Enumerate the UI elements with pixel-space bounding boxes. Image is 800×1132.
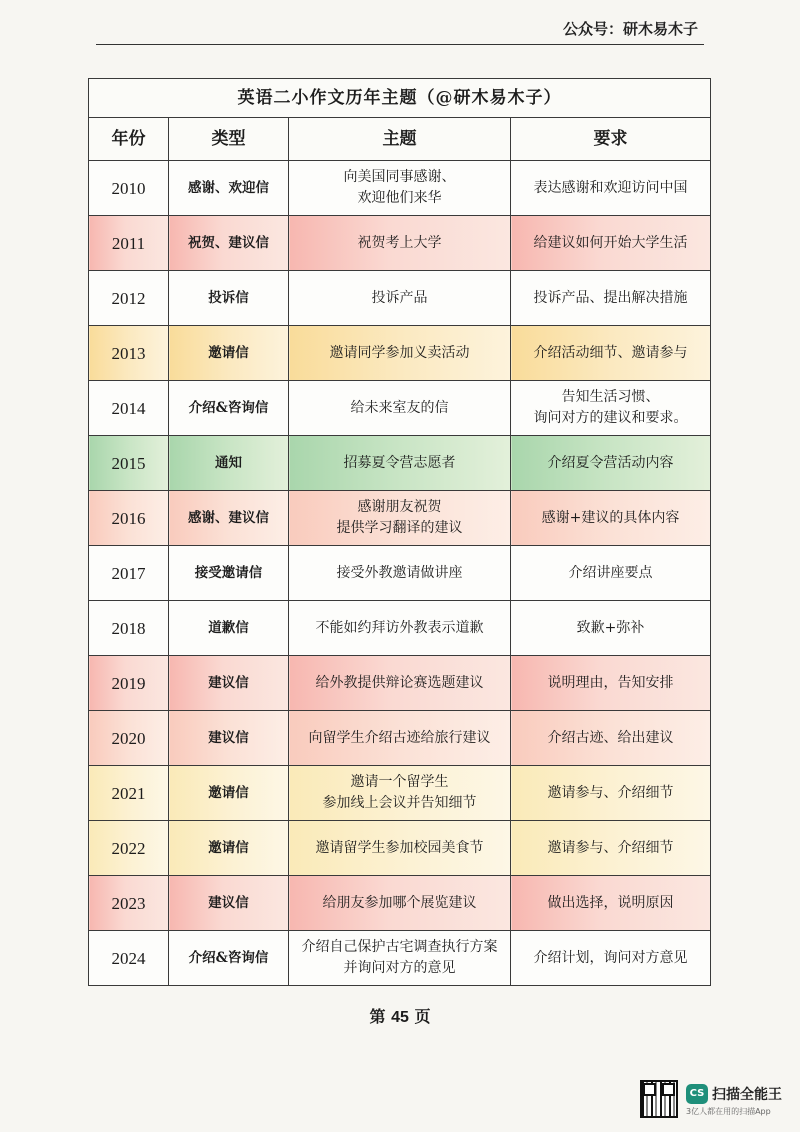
cell-year: 2023 bbox=[89, 876, 169, 931]
topic-line: 给外教提供辩论赛选题建议 bbox=[315, 674, 484, 691]
table-row bbox=[89, 656, 711, 711]
topic-line: 提供学习翻译的建议 bbox=[336, 520, 463, 536]
scanner-slogan: 3亿人都在用的扫描App bbox=[686, 1107, 771, 1116]
requirement-line: 致歉+弥补 bbox=[576, 619, 645, 636]
cell-requirement bbox=[511, 436, 711, 491]
table-row bbox=[89, 821, 711, 876]
cell-year: 2019 bbox=[89, 656, 169, 711]
cell-year: 2014 bbox=[89, 381, 169, 436]
topic-line: 邀请一个留学生 bbox=[350, 774, 449, 790]
requirement-line: 介绍计划，询问对方意见 bbox=[533, 949, 688, 966]
cell-year: 2020 bbox=[89, 711, 169, 766]
cell-requirement bbox=[511, 711, 711, 766]
page-number-value: 45 bbox=[391, 1009, 409, 1026]
cell-topic bbox=[289, 381, 511, 436]
column-header-type: 类型 bbox=[169, 118, 289, 161]
topic-line: 投诉产品 bbox=[371, 289, 428, 306]
topic-line: 祝贺考上大学 bbox=[357, 234, 442, 251]
cell-year: 2022 bbox=[89, 821, 169, 876]
cell-type: 介绍&咨询信 bbox=[169, 931, 289, 986]
table-row bbox=[89, 546, 711, 601]
topic-line: 给朋友参加哪个展览建议 bbox=[322, 894, 477, 911]
cell-requirement bbox=[511, 326, 711, 381]
scanner-brand: 扫描全能王 bbox=[712, 1087, 782, 1103]
qr-code-icon bbox=[640, 1080, 678, 1118]
requirement-line: 介绍讲座要点 bbox=[568, 564, 653, 581]
table-row bbox=[89, 491, 711, 546]
topic-line: 介绍自己保护古宅调查执行方案 bbox=[301, 939, 498, 955]
requirement-line: 邀请参与、介绍细节 bbox=[547, 839, 674, 856]
cell-requirement bbox=[511, 491, 711, 546]
topics-table-container bbox=[88, 78, 710, 986]
cell-type: 道歉信 bbox=[169, 601, 289, 656]
cell-type: 邀请信 bbox=[169, 821, 289, 876]
cell-topic bbox=[289, 931, 511, 986]
account-name: 公众号：研木易木子 bbox=[562, 20, 698, 38]
table-row bbox=[89, 271, 711, 326]
column-header-year: 年份 bbox=[89, 118, 169, 161]
page-number-suffix: 页 bbox=[414, 1007, 431, 1026]
topic-line: 不能如约拜访外教表示道歉 bbox=[315, 619, 484, 636]
cell-requirement bbox=[511, 656, 711, 711]
topic-line: 向美国同事感谢、 bbox=[343, 169, 456, 185]
table-row bbox=[89, 766, 711, 821]
cell-topic bbox=[289, 161, 511, 216]
cell-topic bbox=[289, 546, 511, 601]
cell-year: 2017 bbox=[89, 546, 169, 601]
requirement-line: 邀请参与、介绍细节 bbox=[547, 784, 674, 801]
cell-year: 2011 bbox=[89, 216, 169, 271]
cell-topic bbox=[289, 326, 511, 381]
cell-year: 2010 bbox=[89, 161, 169, 216]
cell-requirement bbox=[511, 546, 711, 601]
requirement-line: 给建议如何开始大学生活 bbox=[533, 234, 688, 251]
cell-topic bbox=[289, 436, 511, 491]
table-row bbox=[89, 161, 711, 216]
cell-requirement bbox=[511, 876, 711, 931]
cell-type: 建议信 bbox=[169, 876, 289, 931]
requirement-line: 说明理由，告知安排 bbox=[547, 674, 674, 691]
topic-line: 给未来室友的信 bbox=[350, 399, 449, 416]
requirement-line: 介绍古迹、给出建议 bbox=[547, 729, 674, 746]
topics-table bbox=[88, 78, 711, 986]
cell-requirement bbox=[511, 766, 711, 821]
cell-requirement bbox=[511, 821, 711, 876]
topic-line: 欢迎他们来华 bbox=[357, 190, 442, 206]
cell-topic bbox=[289, 656, 511, 711]
cell-type: 邀请信 bbox=[169, 326, 289, 381]
topic-line: 参加线上会议并告知细节 bbox=[322, 795, 477, 811]
cell-topic bbox=[289, 821, 511, 876]
cell-topic bbox=[289, 216, 511, 271]
cell-type: 通知 bbox=[169, 436, 289, 491]
cell-topic bbox=[289, 491, 511, 546]
topic-line: 邀请同学参加义卖活动 bbox=[329, 344, 470, 361]
cell-year: 2021 bbox=[89, 766, 169, 821]
requirement-line: 投诉产品、提出解决措施 bbox=[533, 289, 688, 306]
cell-type: 感谢、建议信 bbox=[169, 491, 289, 546]
cs-logo-icon: CS bbox=[686, 1084, 708, 1104]
table-row bbox=[89, 601, 711, 656]
topic-line: 向留学生介绍古迹给旅行建议 bbox=[308, 729, 491, 746]
requirement-line: 做出选择，说明原因 bbox=[547, 894, 674, 911]
page-number-prefix: 第 bbox=[369, 1007, 386, 1026]
cell-year: 2016 bbox=[89, 491, 169, 546]
cell-type: 介绍&咨询信 bbox=[169, 381, 289, 436]
requirement-line: 介绍活动细节、邀请参与 bbox=[533, 344, 688, 361]
cell-year: 2013 bbox=[89, 326, 169, 381]
cell-topic bbox=[289, 601, 511, 656]
cell-topic bbox=[289, 876, 511, 931]
cell-requirement bbox=[511, 161, 711, 216]
cell-requirement bbox=[511, 271, 711, 326]
topic-line: 接受外教邀请做讲座 bbox=[336, 564, 463, 581]
table-row bbox=[89, 876, 711, 931]
cell-type: 接受邀请信 bbox=[169, 546, 289, 601]
cell-type: 祝贺、建议信 bbox=[169, 216, 289, 271]
cell-type: 建议信 bbox=[169, 711, 289, 766]
cell-year: 2024 bbox=[89, 931, 169, 986]
scanner-watermark bbox=[640, 1080, 790, 1120]
requirement-line: 表达感谢和欢迎访问中国 bbox=[533, 179, 688, 196]
table-row bbox=[89, 326, 711, 381]
topic-line: 招募夏令营志愿者 bbox=[343, 454, 456, 471]
table-row bbox=[89, 381, 711, 436]
requirement-line: 感谢+建议的具体内容 bbox=[541, 509, 680, 526]
cell-requirement bbox=[511, 931, 711, 986]
page-number bbox=[0, 1004, 800, 1027]
page-header bbox=[96, 14, 704, 45]
cell-topic bbox=[289, 271, 511, 326]
requirement-line: 介绍夏令营活动内容 bbox=[547, 454, 674, 471]
column-header-topic: 主题 bbox=[289, 118, 511, 161]
requirement-line: 询问对方的建议和要求。 bbox=[533, 410, 688, 426]
cell-requirement bbox=[511, 381, 711, 436]
requirement-line: 告知生活习惯、 bbox=[561, 389, 660, 405]
table-row bbox=[89, 216, 711, 271]
table-row bbox=[89, 931, 711, 986]
topic-line: 感谢朋友祝贺 bbox=[357, 499, 442, 515]
cell-year: 2018 bbox=[89, 601, 169, 656]
cell-topic bbox=[289, 711, 511, 766]
cell-type: 建议信 bbox=[169, 656, 289, 711]
table-title: 英语二小作文历年主题（@研木易木子） bbox=[89, 79, 711, 118]
cell-type: 投诉信 bbox=[169, 271, 289, 326]
topic-line: 邀请留学生参加校园美食节 bbox=[315, 839, 484, 856]
cell-type: 感谢、欢迎信 bbox=[169, 161, 289, 216]
table-row bbox=[89, 711, 711, 766]
cell-requirement bbox=[511, 601, 711, 656]
cell-topic bbox=[289, 766, 511, 821]
table-row bbox=[89, 436, 711, 491]
cell-year: 2012 bbox=[89, 271, 169, 326]
column-header-requirement: 要求 bbox=[511, 118, 711, 161]
cell-type: 邀请信 bbox=[169, 766, 289, 821]
table-header-row bbox=[89, 118, 711, 161]
topic-line: 并询问对方的意见 bbox=[343, 960, 456, 976]
cell-requirement bbox=[511, 216, 711, 271]
cell-year: 2015 bbox=[89, 436, 169, 491]
